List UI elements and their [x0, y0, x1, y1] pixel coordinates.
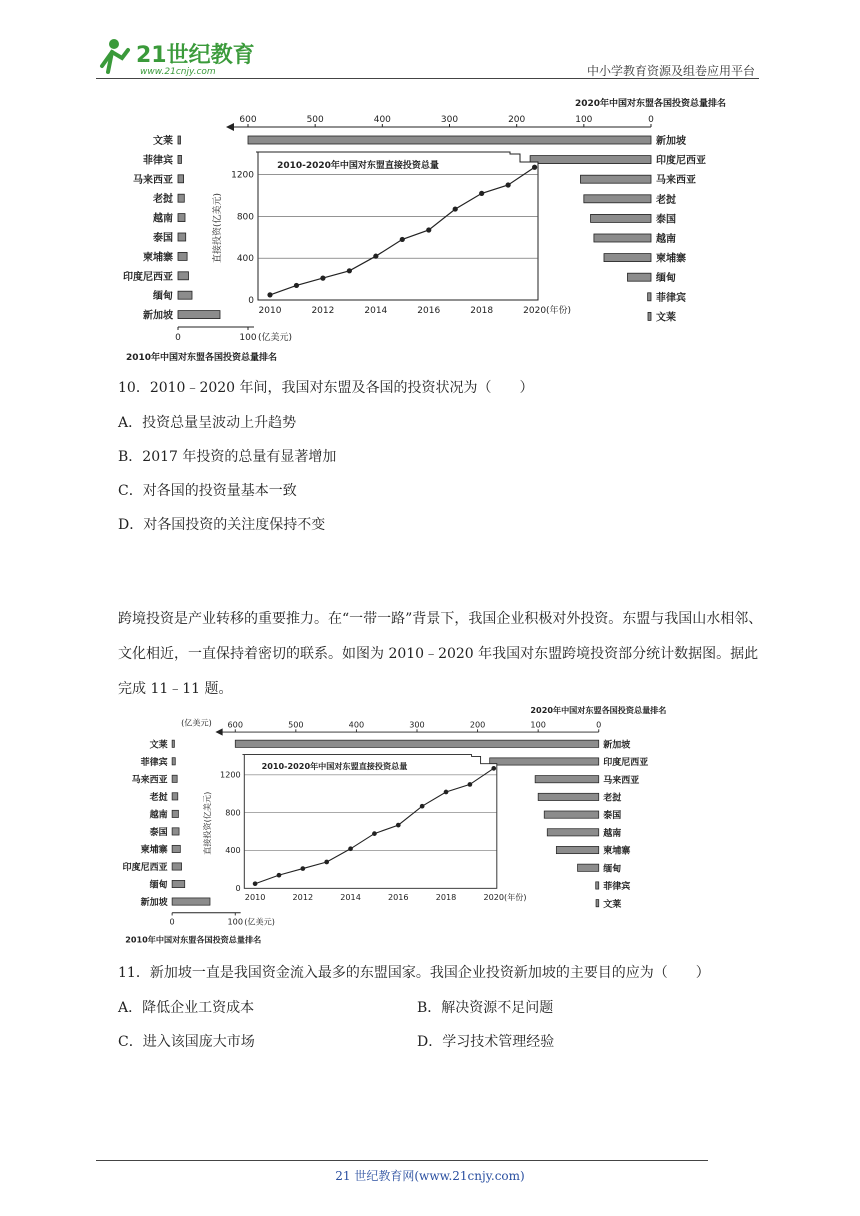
bar-2020-1 [530, 156, 651, 164]
y-tick-label: 800 [236, 212, 254, 223]
header-divider [96, 78, 759, 79]
bar-2010-4 [172, 810, 178, 817]
bar-2020-6 [556, 846, 598, 853]
bar-2020-4 [591, 214, 651, 222]
bar-2010-3 [172, 793, 178, 800]
top-axis-tick-label: 500 [288, 719, 304, 730]
y-tick-label: 0 [248, 296, 254, 306]
top-axis-tick-label: 600 [227, 719, 243, 730]
figure-1 [118, 96, 730, 366]
header-platform-name: 中小学教育资源及组卷应用平台 [586, 64, 755, 78]
y-axis-label: 直接投资(亿美元) [202, 791, 212, 855]
data-point-2017 [453, 206, 458, 211]
bar-2010-7 [178, 272, 189, 280]
right-country-label: 马来西亚 [603, 775, 640, 786]
bar-2010-5 [178, 233, 186, 241]
left-country-label: 印度尼西亚 [122, 863, 168, 874]
right-country-label: 菲律宾 [603, 882, 631, 893]
q11-option-d[interactable]: D．学习技术管理经验 [417, 1034, 555, 1050]
x-tick-label: 2010 [258, 306, 282, 316]
q11-option-a[interactable]: A．降低企业工资成本 [118, 1000, 255, 1016]
investment-chart-1 [118, 96, 730, 366]
bottom-axis-tick-label: 0 [175, 333, 181, 343]
bottom-unit-label: (亿美元) [258, 333, 293, 343]
y-tick-label: 800 [225, 807, 241, 818]
top-axis-tick-label: 500 [306, 115, 324, 125]
left-country-label: 柬埔寨 [140, 845, 168, 856]
bar-2010-9 [178, 311, 220, 319]
right-country-label: 缅甸 [603, 864, 622, 875]
bar-2010-9 [172, 898, 210, 905]
left-country-label: 马来西亚 [131, 775, 168, 786]
data-point-2014 [373, 254, 378, 259]
bottom-chart-title: 2010年中国对东盟各国投资总量排名 [125, 934, 262, 945]
x-axis-unit: (年份) [504, 892, 527, 903]
y-tick-label: 400 [225, 845, 241, 856]
top-axis-tick-label: 100 [530, 719, 546, 730]
right-country-label: 越南 [603, 828, 622, 839]
y-tick-label: 1200 [231, 170, 254, 181]
data-point-2011 [294, 283, 299, 288]
y-tick-label: 0 [235, 883, 241, 894]
bottom-chart-title: 2010年中国对东盟各国投资总量排名 [126, 353, 278, 363]
data-point-2016 [396, 823, 401, 828]
bottom-unit-label: (亿美元) [244, 916, 275, 927]
passage-text: 跨境投资是产业转移的重要推力。在“一带一路”背景下，我国企业积极对外投资。东盟与我国山水相邻、文化相近，一直保持着密切的联系。如图为 2010﹣2020 年我国对东盟跨境投资部分统计数据图。据此完成 11﹣11 题。 [118, 611, 763, 697]
bar-2010-8 [178, 291, 192, 299]
right-country-label: 缅甸 [656, 273, 676, 285]
top-axis-tick-label: 200 [508, 115, 526, 125]
line-chart-title: 2010-2020年中国对东盟直接投资总量 [277, 161, 439, 171]
top-axis-tick-label: 100 [575, 115, 593, 125]
figure-2 [118, 704, 670, 948]
top-chart-title: 2020年中国对东盟各国投资总量排名 [574, 99, 726, 109]
bar-2010-1 [178, 155, 182, 163]
bar-2010-0 [178, 136, 181, 144]
data-point-2020 [532, 165, 537, 170]
top-axis-arrow [226, 123, 234, 131]
bar-2020-9 [648, 312, 651, 320]
logo-url: www.21cnjy.com [140, 67, 216, 77]
x-tick-label: 2018 [470, 306, 494, 316]
x-axis-unit: (年份) [546, 306, 572, 316]
right-country-label: 文莱 [656, 312, 676, 324]
right-country-label: 越南 [656, 234, 676, 245]
bar-2010-6 [172, 845, 180, 852]
bar-2010-2 [172, 775, 177, 782]
bar-2020-9 [596, 900, 599, 907]
data-point-2013 [347, 268, 352, 273]
bar-2020-1 [490, 758, 599, 765]
bar-2020-4 [544, 811, 599, 818]
y-tick-label: 400 [236, 254, 254, 265]
bar-2020-3 [584, 195, 651, 203]
left-country-label: 新加坡 [140, 898, 168, 909]
left-country-label: 老挝 [149, 792, 168, 803]
right-country-label: 马来西亚 [656, 175, 696, 187]
left-country-label: 菲律宾 [143, 155, 173, 167]
bar-2010-3 [178, 194, 184, 202]
data-point-2011 [277, 873, 282, 878]
data-point-2020 [491, 766, 496, 771]
bottom-axis-tick-label: 100 [227, 916, 243, 927]
x-tick-label: 2020 [483, 892, 505, 903]
bottom-axis-tick-label: 100 [239, 333, 257, 343]
x-tick-label: 2018 [435, 892, 457, 903]
left-country-label: 缅甸 [149, 880, 168, 891]
bar-2020-5 [594, 234, 651, 242]
bar-2010-0 [172, 740, 174, 747]
right-country-label: 印度尼西亚 [603, 758, 649, 769]
left-country-label: 越南 [149, 810, 168, 821]
bar-2020-2 [580, 175, 651, 183]
left-country-label: 文莱 [149, 740, 168, 751]
top-axis-tick-label: 400 [348, 719, 365, 730]
top-axis-tick-label: 300 [409, 719, 425, 730]
right-country-label: 柬埔寨 [656, 253, 686, 265]
right-country-label: 新加坡 [603, 740, 631, 751]
bar-2020-8 [596, 882, 599, 889]
top-axis-tick-label: 600 [239, 115, 257, 125]
x-tick-label: 2014 [364, 306, 388, 316]
bar-2020-6 [604, 254, 651, 262]
q10-stem: 10．2010﹣2020 年间，我国对东盟及各国的投资状况为（ ） [118, 380, 534, 396]
right-country-label: 泰国 [656, 214, 676, 226]
bar-2010-2 [178, 175, 184, 183]
top-axis-tick-label: 200 [469, 719, 486, 730]
data-point-2010 [267, 292, 272, 297]
bar-2010-7 [172, 863, 181, 870]
bar-2010-1 [172, 758, 175, 765]
right-country-label: 泰国 [603, 811, 622, 822]
data-point-2018 [444, 790, 449, 795]
q10-option-d[interactable]: D．对各国投资的关注度保持不变 [118, 517, 326, 533]
left-country-label: 泰国 [149, 828, 168, 839]
top-axis-tick-label: 300 [440, 115, 459, 125]
logo-text: 21世纪教育 [136, 43, 255, 68]
right-country-label: 老挝 [656, 194, 676, 206]
bar-2010-6 [178, 252, 187, 260]
bar-2010-8 [172, 880, 185, 887]
left-country-label: 新加坡 [143, 310, 173, 322]
data-point-2015 [400, 237, 405, 242]
top-axis-arrow [215, 728, 222, 735]
left-country-label: 越南 [153, 213, 173, 225]
data-point-2012 [300, 866, 305, 871]
q10-option-c[interactable]: C．对各国的投资量基本一致 [118, 483, 297, 499]
q11-stem: 11．新加坡一直是我国资金流入最多的东盟国家。我国企业投资新加坡的主要目的应为（ ） [118, 965, 710, 981]
left-country-label: 菲律宾 [140, 757, 168, 768]
left-country-label: 印度尼西亚 [123, 271, 173, 283]
x-tick-label: 2016 [387, 892, 409, 903]
right-country-label: 柬埔寨 [603, 846, 631, 857]
data-point-2014 [348, 846, 353, 851]
right-country-label: 老挝 [603, 793, 622, 804]
bar-2020-0 [248, 136, 651, 144]
bottom-axis-tick-label: 0 [169, 916, 175, 927]
x-tick-label: 2010 [244, 892, 266, 903]
x-tick-label: 2014 [340, 892, 361, 903]
data-point-2019 [468, 782, 473, 787]
data-point-2017 [420, 804, 425, 809]
left-country-label: 柬埔寨 [143, 252, 173, 264]
data-point-2015 [372, 831, 377, 836]
investment-chart-2 [118, 704, 670, 948]
bar-2010-4 [178, 214, 185, 222]
top-axis-tick-label: 0 [596, 719, 602, 730]
bar-2020-7 [578, 864, 599, 871]
bar-2020-0 [235, 740, 598, 747]
q10-option-a[interactable]: A．投资总量呈波动上升趋势 [118, 415, 297, 431]
left-country-label: 缅甸 [153, 291, 173, 303]
y-axis-label: 直接投资(亿美元) [213, 192, 223, 264]
bar-2020-7 [627, 273, 651, 281]
data-point-2013 [324, 860, 329, 865]
footer-text: 21 世纪教育网(www.21cnjy.com) [335, 1169, 525, 1183]
footer-divider [96, 1160, 708, 1161]
left-country-label: 文莱 [153, 136, 173, 147]
data-point-2016 [426, 227, 431, 232]
line-chart-title: 2010-2020年中国对东盟直接投资总量 [261, 761, 408, 772]
x-tick-label: 2012 [292, 892, 314, 903]
bar-2010-5 [172, 828, 179, 835]
site-logo [96, 36, 256, 78]
x-tick-label: 2020 [523, 306, 547, 316]
bar-2020-2 [535, 776, 599, 783]
left-country-label: 老挝 [153, 194, 173, 206]
bar-2020-8 [648, 293, 651, 301]
right-country-label: 新加坡 [656, 136, 686, 147]
left-country-label: 泰国 [153, 233, 173, 244]
q11-option-b[interactable]: B．解决资源不足问题 [417, 1000, 554, 1016]
data-point-2012 [320, 276, 325, 281]
data-point-2018 [479, 191, 484, 196]
top-unit-label: (亿美元) [181, 717, 212, 728]
runner-icon [102, 39, 128, 72]
data-point-2019 [506, 182, 511, 187]
right-country-label: 印度尼西亚 [656, 155, 706, 167]
y-tick-label: 1200 [220, 769, 241, 780]
top-axis-tick-label: 0 [648, 115, 654, 125]
x-tick-label: 2012 [311, 306, 335, 316]
bar-2020-3 [538, 793, 599, 800]
right-country-label: 文莱 [603, 899, 622, 910]
top-axis-tick-label: 400 [373, 115, 391, 125]
left-country-label: 马来西亚 [133, 174, 173, 186]
data-point-2010 [253, 881, 258, 886]
top-chart-title: 2020年中国对东盟各国投资总量排名 [530, 705, 667, 716]
x-tick-label: 2016 [417, 306, 441, 316]
q11-option-c[interactable]: C．进入该国庞大市场 [118, 1034, 255, 1050]
bar-2020-5 [547, 829, 598, 836]
q10-option-b[interactable]: B．2017 年投资的总量有显著增加 [118, 449, 337, 465]
right-country-label: 菲律宾 [656, 292, 686, 304]
